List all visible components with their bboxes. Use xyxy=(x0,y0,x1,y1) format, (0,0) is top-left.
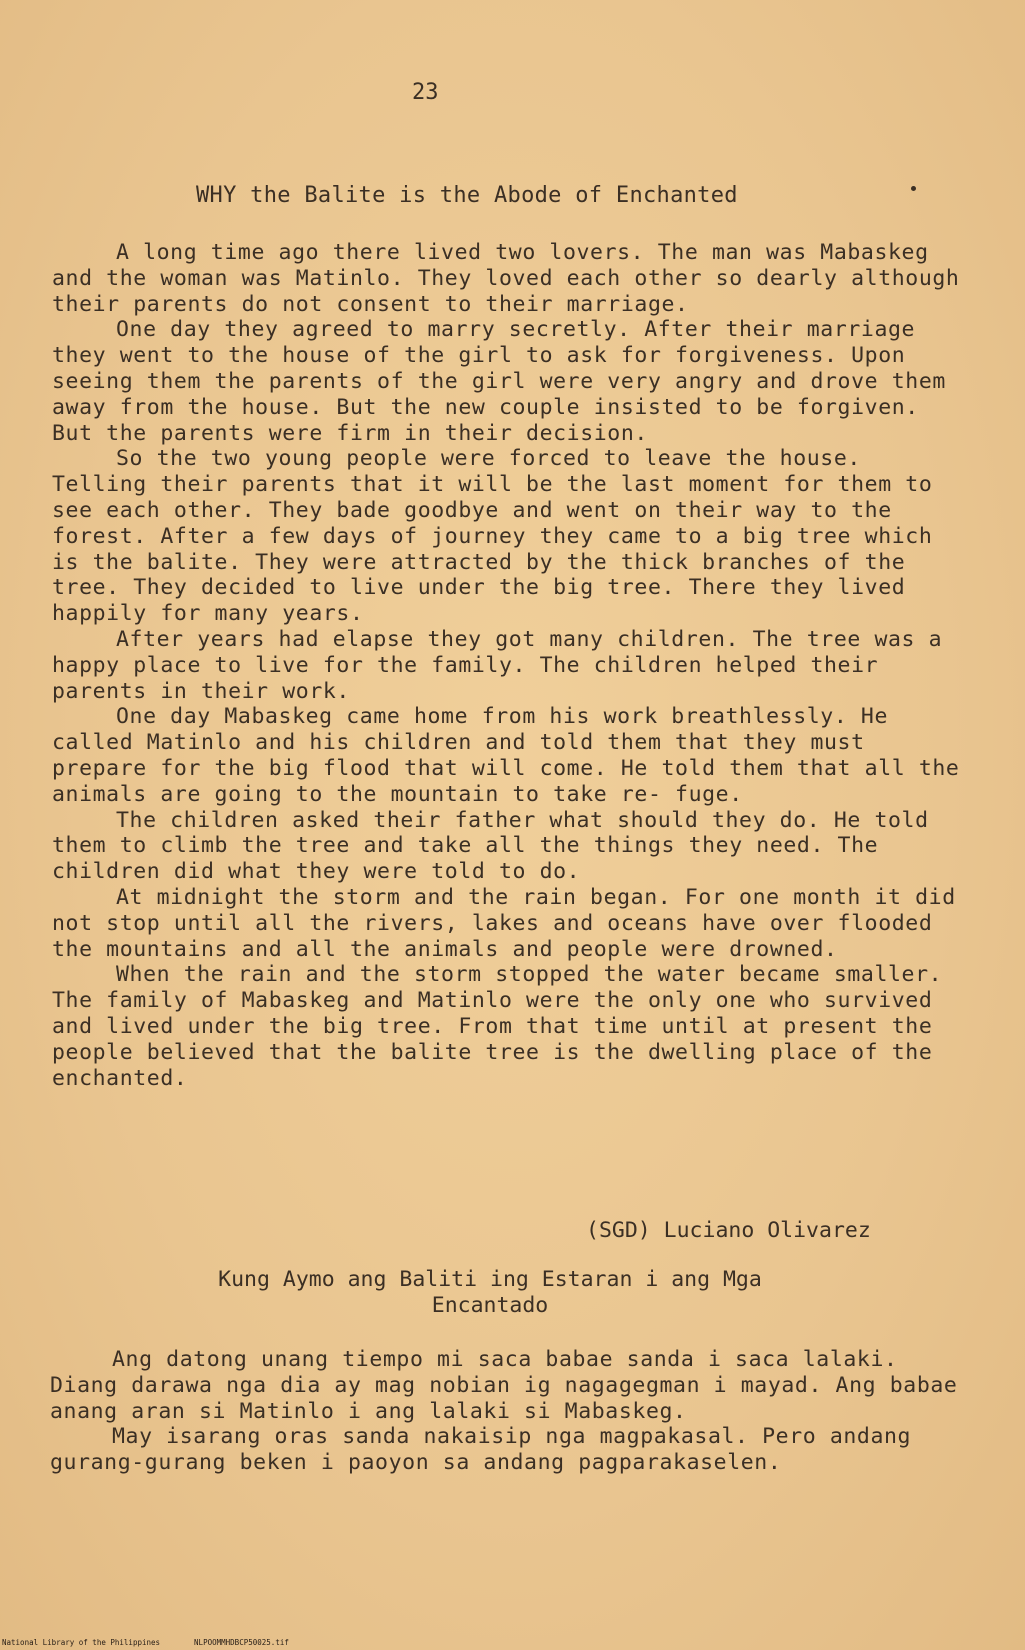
story-paragraph: So the two young people were forced to leave the house. Telling their parents that it will be the last moment for them to see each other. They bade goodbye and went on their way to the forest. After a few days of journey they came to a big tree which is the balite. They were attracted by the thick branches of the tree. They decided to live under the big tree. There they lived happily for many years. xyxy=(52,446,933,627)
kapampangan-title-line1: Kung Aymo ang Baliti ing Estaran i ang Mga xyxy=(218,1267,762,1292)
story-title: WHY the Balite is the Abode of Enchanted xyxy=(196,183,738,208)
kapampangan-title xyxy=(140,1267,840,1319)
signature: (SGD) Luciano Olivarez xyxy=(586,1218,871,1243)
story-paragraph: One day Mabaskeg came home from his work breathlessly. He called Matinlo and his children and told them that they must prepare for the big flood that will come. He told them that all the animals are going to the mountain to take re- fuge. xyxy=(52,704,960,807)
story-paragraph: When the rain and the storm stopped the water became smaller. The family of Mabaskeg and Matinlo were the only one who survived and lived under the big tree. From that time until at present the people believed that the balite tree is the dwelling place of the enchanted. xyxy=(52,962,943,1091)
kapampangan-title-line2: Encantado xyxy=(431,1293,549,1318)
story-paragraph: After years had elapse they got many children. The tree was a happy place to live for the family. The children helped their parents in their work. xyxy=(52,626,943,704)
story-body xyxy=(52,240,962,1091)
footer-library: National Library of the Philippines xyxy=(2,1638,161,1647)
ink-dot xyxy=(911,186,916,191)
scan-footer xyxy=(2,1638,323,1647)
page-number: 23 xyxy=(412,80,439,105)
story-paragraph: At midnight the storm and the rain began. For one month it did not stop until all the rivers, lakes and oceans have over flooded the mountains and all the animals and people were drowned. xyxy=(52,884,956,962)
kapampangan-paragraph: Ang datong unang tiempo mi saca babae sanda i saca lalaki. Diang darawa nga dia ay mag nobian ig nagagegman i mayad. Ang babae anang aran si Matinlo i ang lalaki si Mabaskeg. xyxy=(50,1347,958,1424)
footer-filename: NLPOOMMHDBCP50025.tif xyxy=(194,1638,289,1647)
kapampangan-paragraph: May isarang oras sanda nakaisip nga magpakasal. Pero andang gurang-gurang beken i paoyon sa andang pagparakaselen. xyxy=(50,1424,912,1476)
story-paragraph: A long time ago there lived two lovers. The man was Mabaskeg and the woman was Matinlo. They loved each other so dearly although their parents do not consent to their marriage. xyxy=(52,240,960,317)
kapampangan-body xyxy=(50,1347,970,1476)
story-paragraph: The children asked their father what should they do. He told them to climb the tree and take all the things they need. The children did what they were told to do. xyxy=(52,807,929,885)
story-paragraph: One day they agreed to marry secretly. After their marriage they went to the house of the girl to ask for forgiveness. Upon seeing them the parents of the girl were very angry and drove them away from the house. But the new couple insisted to be forgiven. But the parents were firm in their decision. xyxy=(52,317,946,446)
